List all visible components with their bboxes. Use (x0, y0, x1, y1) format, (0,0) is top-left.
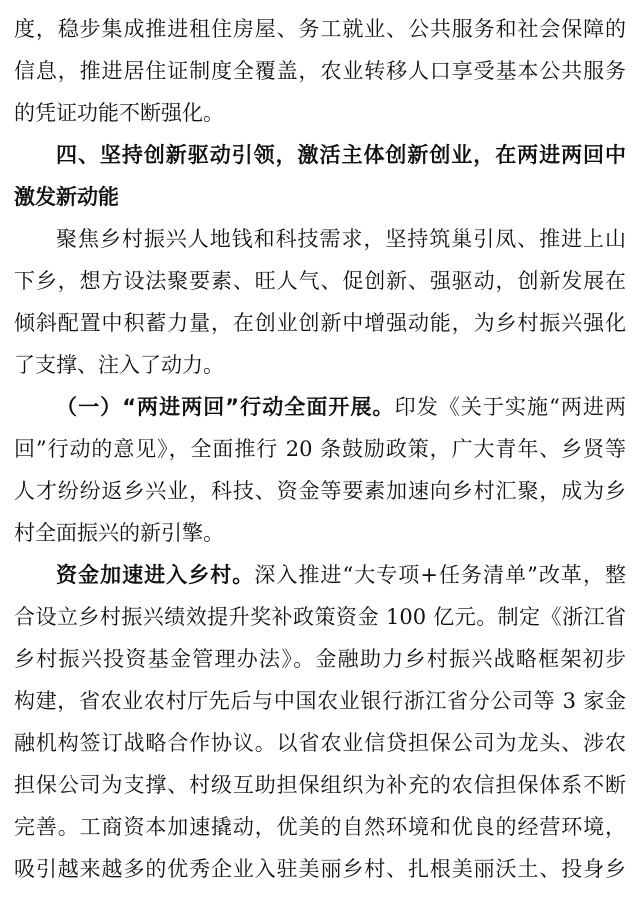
paragraph-4-line-7: 完善。工商资本加速撬动，优美的自然环境和优良的经营环境， (14, 815, 626, 839)
paragraph-3-line-4: 村全面振兴的新引擎。 (14, 521, 224, 545)
paragraph-2-line-1: 聚焦乡村振兴人地钱和科技需求，坚持筑巢引凤、推进上山 (56, 227, 626, 251)
paragraph-4-line-1-text: 深入推进“大专项+任务清单”改革，整 (254, 563, 626, 587)
subsection-heading-1: （一）“两进两回”行动全面开展。 (56, 395, 395, 419)
section-heading-4-line-1: 四、坚持创新驱动引领，激活主体创新创业，在两进两回中 (56, 143, 626, 167)
paragraph-3-line-3: 人才纷纷返乡兴业，科技、资金等要素加速向乡村汇聚，成为乡 (14, 479, 626, 503)
paragraph-4-line-6: 担保公司为支撑、村级互助担保组织为补充的农信担保体系不断 (14, 773, 626, 797)
paragraph-1-line-2: 信息，推进居住证制度全覆盖，农业转移人口享受基本公共服务 (14, 59, 626, 83)
paragraph-4-line-3: 乡村振兴投资基金管理办法》。金融助力乡村振兴战略框架初步 (14, 647, 626, 671)
section-heading-4-line-2: 激发新动能 (14, 185, 119, 209)
paragraph-1-line-3: 的凭证功能不断强化。 (14, 101, 224, 125)
paragraph-4-line-2: 合设立乡村振兴绩效提升奖补政策资金 100 亿元。制定《浙江省 (14, 605, 626, 629)
paragraph-4-line-8: 吸引越来越多的优秀企业入驻美丽乡村、扎根美丽沃土、投身乡 (14, 857, 626, 881)
paragraph-2-line-3: 倾斜配置中积蓄力量，在创业创新中增强动能，为乡村振兴强化 (14, 311, 626, 335)
paragraph-1-line-1: 度，稳步集成推进租住房屋、务工就业、公共服务和社会保障的 (14, 17, 626, 41)
paragraph-2-line-4: 了支撑、注入了动力。 (14, 353, 224, 377)
paragraph-4-line-5: 融机构签订战略合作协议。以省农业信贷担保公司为龙头、涉农 (14, 731, 626, 755)
paragraph-4-line-4: 构建，省农业农村厅先后与中国农业银行浙江省分公司等 3 家金 (14, 689, 626, 713)
paragraph-4-lead-heading: 资金加速进入乡村。 (56, 563, 255, 587)
paragraph-4-line-1 (56, 554, 626, 596)
paragraph-3-line-2: 回”行动的意见》，全面推行 20 条鼓励政策，广大青年、乡贤等 (14, 437, 626, 461)
paragraph-3-line-1-text: 印发《关于实施“两进两 (394, 395, 626, 419)
paragraph-2-line-2: 下乡，想方设法聚要素、旺人气、促创新、强驱动，创新发展在 (14, 269, 626, 293)
paragraph-3-line-1 (56, 386, 626, 428)
